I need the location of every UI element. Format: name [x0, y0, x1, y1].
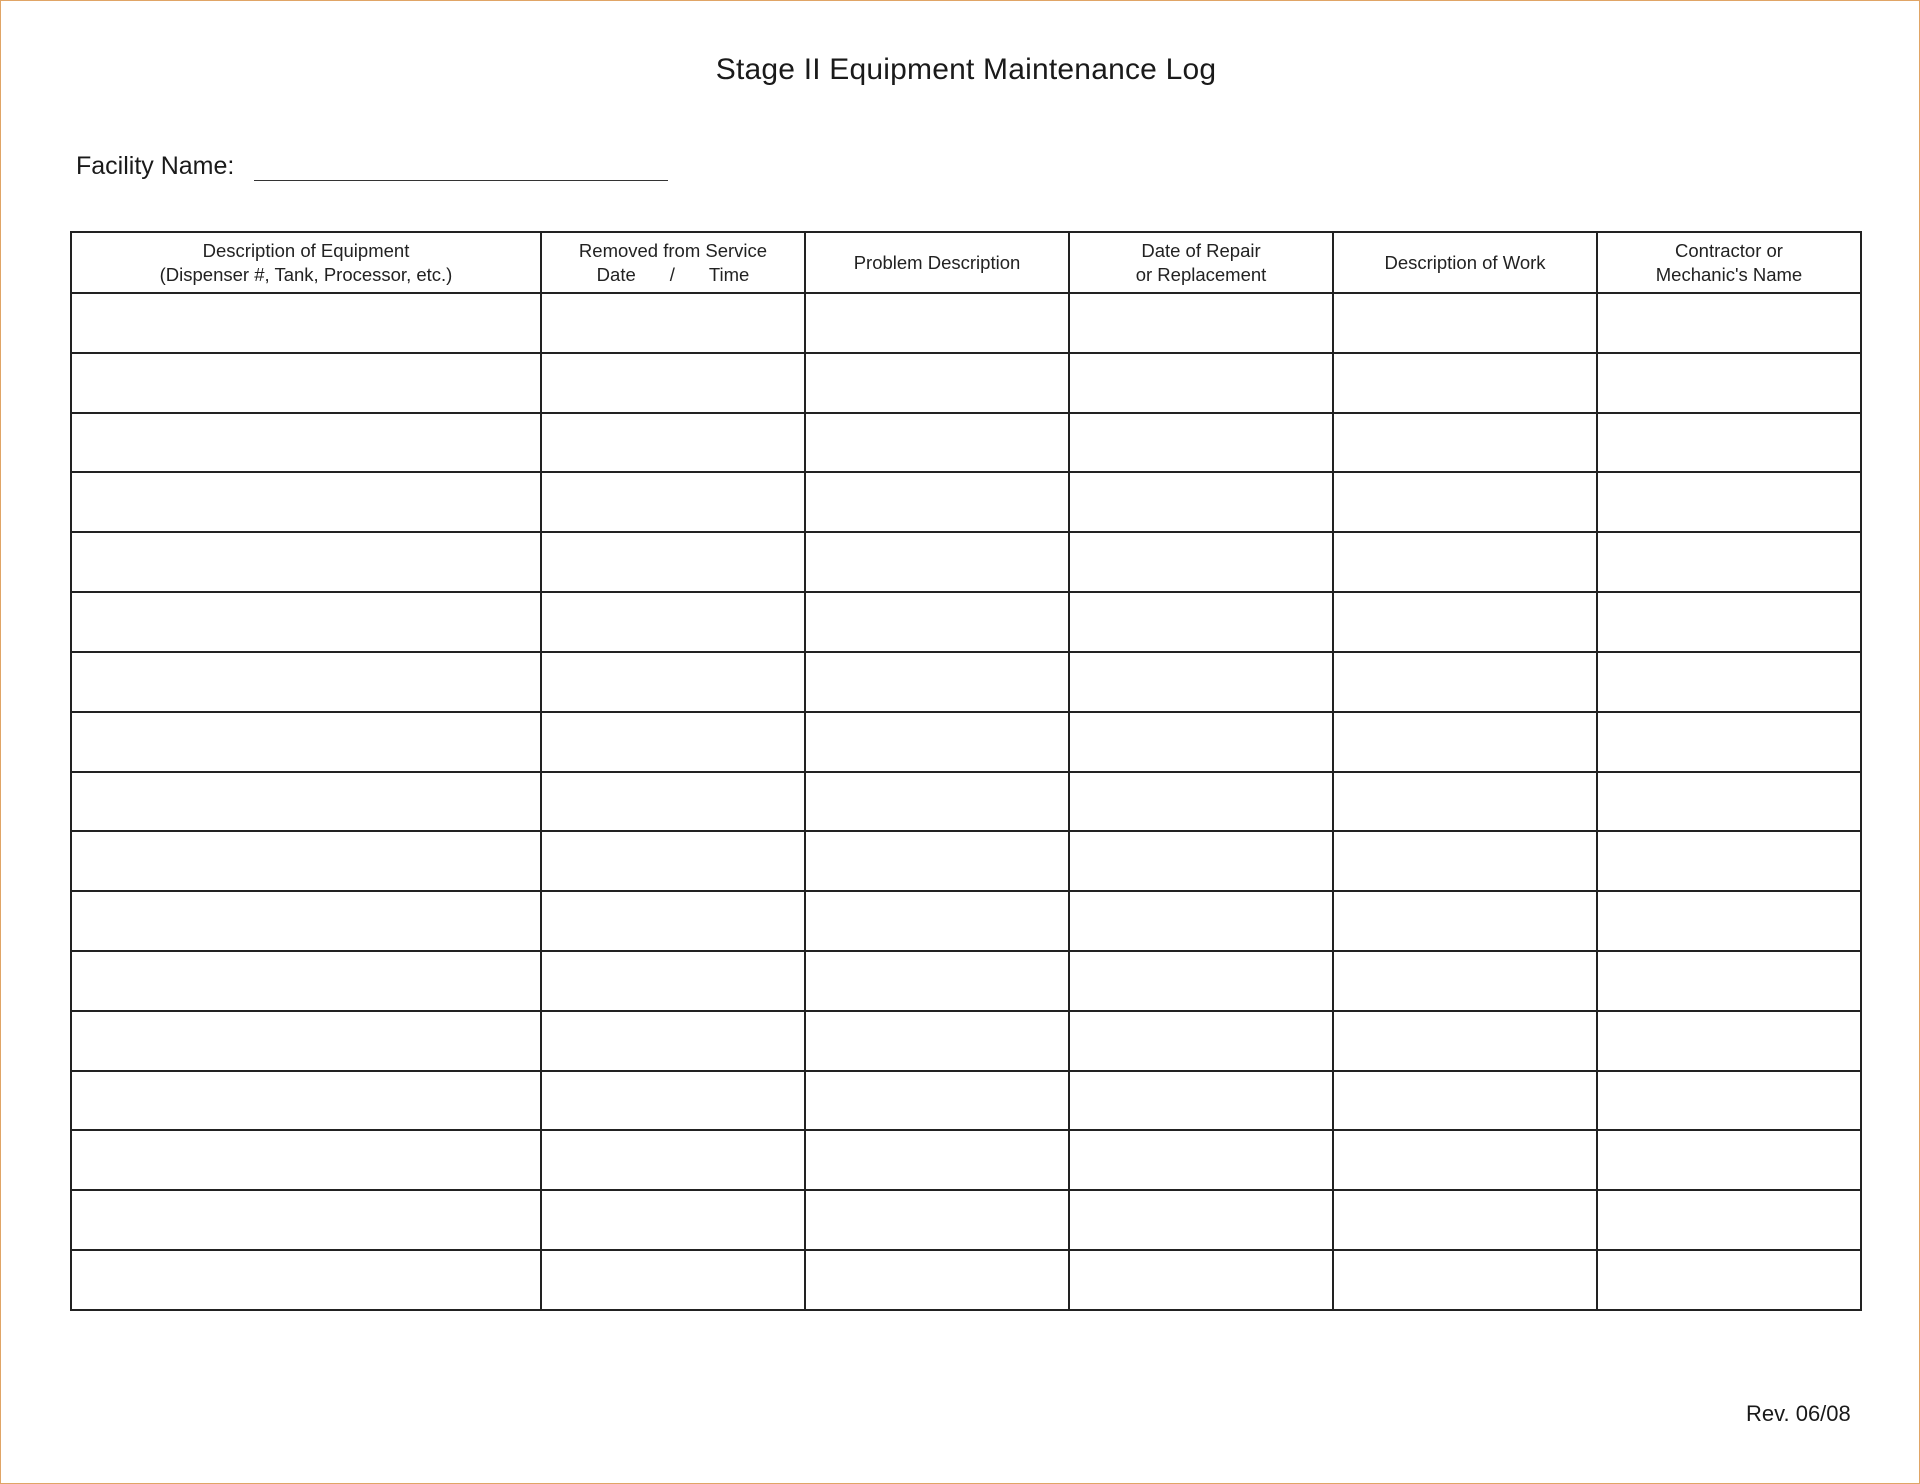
- table-cell[interactable]: [1333, 413, 1597, 473]
- facility-name-blank[interactable]: [254, 154, 668, 181]
- table-cell[interactable]: [541, 1011, 805, 1071]
- table-cell[interactable]: [1333, 472, 1597, 532]
- table-cell[interactable]: [71, 1071, 541, 1131]
- table-cell[interactable]: [1597, 413, 1861, 473]
- table-cell[interactable]: [1069, 1250, 1333, 1310]
- facility-name-field: [76, 152, 668, 181]
- table-row: [71, 592, 1861, 652]
- table-cell[interactable]: [1597, 592, 1861, 652]
- table-cell[interactable]: [805, 1011, 1069, 1071]
- table-cell[interactable]: [1333, 532, 1597, 592]
- table-row: [71, 772, 1861, 832]
- table-cell[interactable]: [71, 592, 541, 652]
- table-cell[interactable]: [541, 891, 805, 951]
- table-cell[interactable]: [1333, 772, 1597, 832]
- table-cell[interactable]: [805, 951, 1069, 1011]
- table-cell[interactable]: [1333, 1130, 1597, 1190]
- table-cell[interactable]: [805, 353, 1069, 413]
- table-cell[interactable]: [71, 891, 541, 951]
- table-cell[interactable]: [1597, 831, 1861, 891]
- table-row: [71, 891, 1861, 951]
- maintenance-log-table: [70, 231, 1862, 1311]
- table-cell[interactable]: [1597, 1011, 1861, 1071]
- table-cell[interactable]: [1333, 652, 1597, 712]
- table-row: [71, 1250, 1861, 1310]
- table-cell[interactable]: [1069, 293, 1333, 353]
- table-cell[interactable]: [805, 1071, 1069, 1131]
- table-cell[interactable]: [805, 413, 1069, 473]
- header-problem-description: Problem Description: [805, 232, 1069, 293]
- table-cell[interactable]: [1597, 772, 1861, 832]
- table-cell[interactable]: [541, 951, 805, 1011]
- table-cell[interactable]: [71, 472, 541, 532]
- table-cell[interactable]: [541, 652, 805, 712]
- table-row: [71, 1190, 1861, 1250]
- table-header-row: [71, 232, 1861, 293]
- table-cell[interactable]: [805, 532, 1069, 592]
- table-cell[interactable]: [1333, 353, 1597, 413]
- table-row: [71, 413, 1861, 473]
- table-cell[interactable]: [1333, 1071, 1597, 1131]
- table-row: [71, 1071, 1861, 1131]
- table-cell[interactable]: [1597, 652, 1861, 712]
- table-cell[interactable]: [71, 353, 541, 413]
- table-cell[interactable]: [1597, 891, 1861, 951]
- table-cell[interactable]: [71, 413, 541, 473]
- table-cell[interactable]: [1597, 472, 1861, 532]
- table-cell[interactable]: [1597, 951, 1861, 1011]
- table-row: [71, 951, 1861, 1011]
- table-cell[interactable]: [1069, 951, 1333, 1011]
- table-cell[interactable]: [541, 1130, 805, 1190]
- table-cell[interactable]: [71, 532, 541, 592]
- table-cell[interactable]: [541, 353, 805, 413]
- table-row: [71, 1011, 1861, 1071]
- table-cell[interactable]: [71, 1011, 541, 1071]
- table-cell[interactable]: [541, 592, 805, 652]
- table-cell[interactable]: [1069, 1011, 1333, 1071]
- table-cell[interactable]: [1069, 413, 1333, 473]
- table-cell[interactable]: [71, 951, 541, 1011]
- table-cell[interactable]: [1069, 353, 1333, 413]
- table-cell[interactable]: [1333, 592, 1597, 652]
- revision-label: Rev. 06/08: [1746, 1401, 1851, 1426]
- table-cell[interactable]: [1069, 831, 1333, 891]
- document-title: Stage II Equipment Maintenance Log: [715, 53, 1217, 86]
- table-cell[interactable]: [1333, 1250, 1597, 1310]
- table-cell[interactable]: [541, 772, 805, 832]
- table-cell[interactable]: [1069, 532, 1333, 592]
- table-cell[interactable]: [805, 1130, 1069, 1190]
- table-cell[interactable]: [1333, 293, 1597, 353]
- table-cell[interactable]: [1069, 772, 1333, 832]
- table-cell[interactable]: [541, 293, 805, 353]
- table-cell[interactable]: [805, 831, 1069, 891]
- table-cell[interactable]: [1597, 1071, 1861, 1131]
- table-cell[interactable]: [805, 1250, 1069, 1310]
- table-row: [71, 1130, 1861, 1190]
- table-cell[interactable]: [805, 712, 1069, 772]
- table-cell[interactable]: [541, 1250, 805, 1310]
- table-cell[interactable]: [1597, 712, 1861, 772]
- table-cell[interactable]: [1597, 1250, 1861, 1310]
- table-cell[interactable]: [805, 652, 1069, 712]
- table-row: [71, 652, 1861, 712]
- table-cell[interactable]: [71, 1130, 541, 1190]
- table-row: [71, 831, 1861, 891]
- table-cell[interactable]: [805, 293, 1069, 353]
- table-cell[interactable]: [805, 772, 1069, 832]
- table-cell[interactable]: [1333, 1190, 1597, 1250]
- header-date-of-repair: Date of Repair or Replacement: [1069, 232, 1333, 293]
- table-cell[interactable]: [805, 592, 1069, 652]
- table-cell[interactable]: [1333, 891, 1597, 951]
- table-cell[interactable]: [541, 831, 805, 891]
- table-cell[interactable]: [1333, 1011, 1597, 1071]
- table-row: [71, 712, 1861, 772]
- table-cell[interactable]: [1333, 712, 1597, 772]
- table-cell[interactable]: [71, 712, 541, 772]
- table-cell[interactable]: [1069, 592, 1333, 652]
- table-cell[interactable]: [541, 532, 805, 592]
- table-cell[interactable]: [541, 472, 805, 532]
- table-row: [71, 353, 1861, 413]
- facility-name-label: Facility Name:: [76, 152, 235, 180]
- table-cell[interactable]: [1069, 1190, 1333, 1250]
- table-cell[interactable]: [1069, 652, 1333, 712]
- table-row: [71, 293, 1861, 353]
- header-contractor-or-mechanic: Contractor or Mechanic's Name: [1597, 232, 1861, 293]
- header-description-of-work: Description of Work: [1333, 232, 1597, 293]
- table-cell[interactable]: [1069, 712, 1333, 772]
- table-cell[interactable]: [71, 293, 541, 353]
- table-cell[interactable]: [1069, 1130, 1333, 1190]
- table-cell[interactable]: [805, 891, 1069, 951]
- header-description-of-equipment: Description of Equipment (Dispenser #, Tank, Processor, etc.): [71, 232, 541, 293]
- table-cell[interactable]: [71, 1250, 541, 1310]
- table-cell[interactable]: [1597, 293, 1861, 353]
- table-row: [71, 532, 1861, 592]
- table-cell[interactable]: [1069, 472, 1333, 532]
- table-cell[interactable]: [71, 1190, 541, 1250]
- table-cell[interactable]: [805, 1190, 1069, 1250]
- table-cell[interactable]: [1333, 831, 1597, 891]
- table-cell[interactable]: [1597, 353, 1861, 413]
- log-table-body: [71, 293, 1861, 1310]
- table-cell[interactable]: [1597, 1130, 1861, 1190]
- table-row: [71, 472, 1861, 532]
- table-cell[interactable]: [1597, 1190, 1861, 1250]
- table-cell[interactable]: [71, 652, 541, 712]
- table-cell[interactable]: [1597, 532, 1861, 592]
- table-cell[interactable]: [541, 413, 805, 473]
- table-cell[interactable]: [1069, 891, 1333, 951]
- table-cell[interactable]: [71, 831, 541, 891]
- table-cell[interactable]: [541, 712, 805, 772]
- table-cell[interactable]: [541, 1071, 805, 1131]
- table-cell[interactable]: [1069, 1071, 1333, 1131]
- header-removed-from-service: Removed from Service Date / Time: [541, 232, 805, 293]
- table-cell[interactable]: [541, 1190, 805, 1250]
- table-cell[interactable]: [71, 772, 541, 832]
- table-cell[interactable]: [805, 472, 1069, 532]
- table-cell[interactable]: [1333, 951, 1597, 1011]
